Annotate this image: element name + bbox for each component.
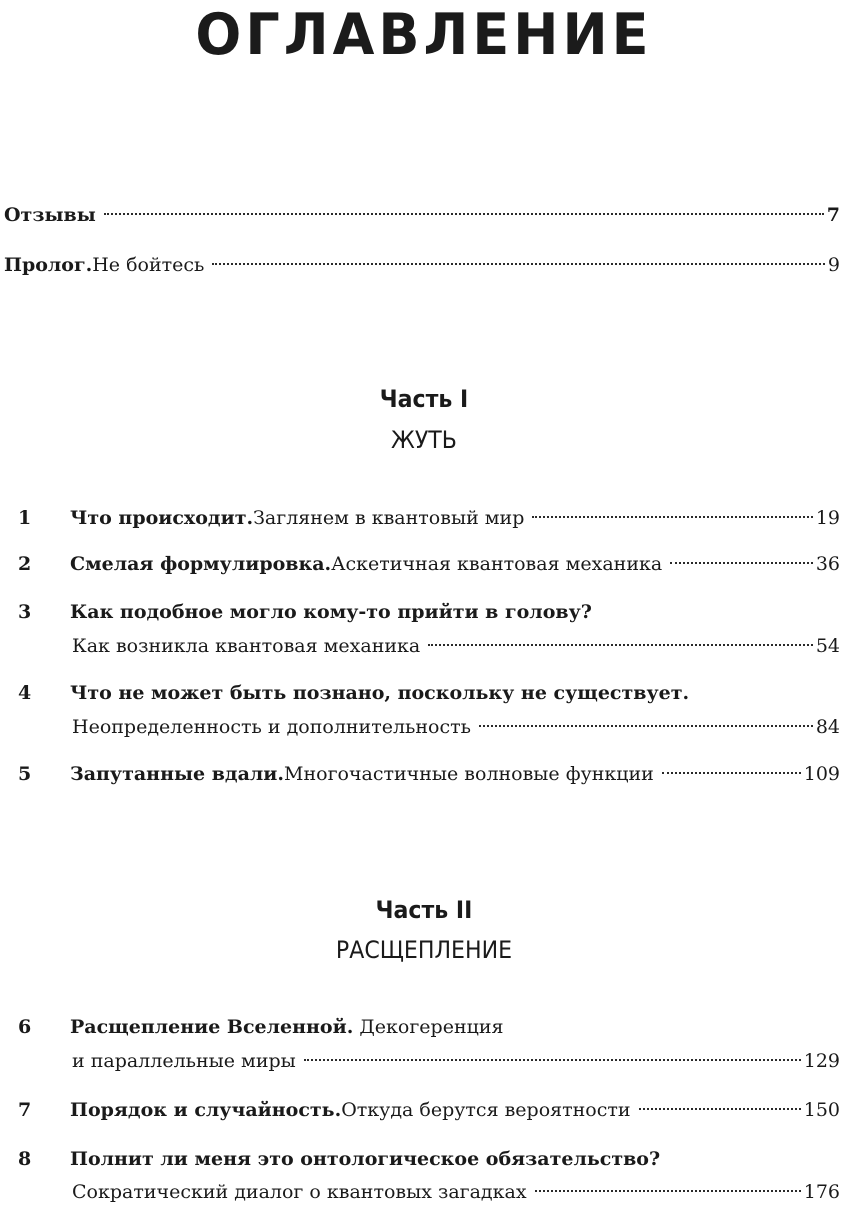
part-label: Часть I — [379, 385, 469, 413]
toc-entry-chapter-5[interactable] — [70, 758, 840, 790]
part-name: РАСЩЕПЛЕНИЕ — [335, 936, 513, 964]
toc-entry-title: Расщепление Вселенной. — [70, 1016, 354, 1038]
toc-entry-chapter-3[interactable] — [72, 630, 840, 662]
toc-page-number: 84 — [815, 716, 840, 738]
toc-leader-dots — [662, 772, 801, 774]
toc-entry-subtitle: Аскетичная квантовая механика — [331, 553, 663, 575]
chapter-number: 3 — [18, 601, 32, 623]
toc-entry-title: Отзывы — [4, 204, 96, 226]
toc-page-number: 150 — [803, 1099, 840, 1121]
toc-entry-subtitle: Многочастичные волновые функции — [284, 763, 654, 785]
chapter-number: 8 — [18, 1148, 32, 1170]
chapter-number: 4 — [18, 682, 32, 704]
toc-page-number: 176 — [803, 1181, 840, 1203]
toc-entry-title: Что не может быть познано, поскольку не существует. — [70, 682, 690, 704]
toc-leader-dots — [104, 213, 824, 215]
toc-entry-chapter-1[interactable] — [70, 502, 840, 534]
toc-entry-chapter-8[interactable] — [72, 1176, 840, 1208]
toc-entry-chapter-6[interactable] — [72, 1045, 840, 1077]
page-title: ОГЛАВЛЕНИЕ — [195, 1, 653, 68]
toc-entry-chapter-4[interactable] — [72, 711, 840, 743]
toc-page-number: 36 — [815, 553, 840, 575]
toc-entry-title-line[interactable] — [70, 1011, 504, 1043]
toc-entry-title: Запутанные вдали. — [70, 763, 285, 785]
toc-entry-subtitle: Заглянем в квантовый мир — [253, 507, 525, 529]
toc-entry-subtitle-cont: и параллельные миры — [72, 1050, 296, 1072]
toc-entry-subtitle: Декогеренция — [353, 1016, 504, 1038]
toc-entry-title-line[interactable] — [70, 1143, 660, 1175]
chapter-number: 6 — [18, 1016, 32, 1038]
toc-entry-subtitle: Неопределенность и дополнительность — [72, 716, 471, 738]
toc-entry-title: Пролог. — [4, 254, 93, 276]
part-name: ЖУТЬ — [391, 426, 457, 454]
toc-entry-subtitle: Откуда берутся вероятности — [341, 1099, 631, 1121]
toc-leader-dots — [304, 1059, 801, 1061]
toc-entry-title-line[interactable] — [70, 596, 592, 628]
toc-entry-chapter-7[interactable] — [70, 1094, 840, 1126]
toc-entry-title: Полнит ли меня это онтологическое обязательство? — [70, 1148, 661, 1170]
toc-page-number: 109 — [803, 763, 840, 785]
chapter-number: 2 — [18, 553, 32, 575]
toc-page-number: 9 — [827, 254, 840, 276]
toc-entry-title: Смелая формулировка. — [70, 553, 332, 575]
toc-leader-dots — [428, 644, 813, 646]
toc-entry-reviews[interactable] — [4, 199, 840, 231]
toc-leader-dots — [670, 562, 813, 564]
chapter-number: 1 — [18, 507, 32, 529]
toc-leader-dots — [212, 263, 825, 265]
toc-leader-dots — [535, 1190, 801, 1192]
toc-entry-subtitle: Не бойтесь — [92, 254, 205, 276]
chapter-number: 7 — [18, 1099, 32, 1121]
toc-entry-prologue[interactable] — [4, 249, 840, 281]
toc-leader-dots — [639, 1108, 801, 1110]
toc-page-number: 7 — [826, 204, 840, 226]
toc-entry-title: Что происходит. — [70, 507, 254, 529]
toc-entry-chapter-2[interactable] — [70, 548, 840, 580]
toc-leader-dots — [479, 725, 813, 727]
toc-entry-title: Порядок и случайность. — [70, 1099, 342, 1121]
toc-leader-dots — [532, 516, 812, 518]
toc-page-number: 129 — [803, 1050, 840, 1072]
toc-entry-subtitle: Как возникла квантовая механика — [72, 635, 421, 657]
toc-page-number: 19 — [815, 507, 840, 529]
toc-entry-subtitle: Сократический диалог о квантовых загадках — [72, 1181, 527, 1203]
toc-entry-title: Как подобное могло кому-то прийти в голову? — [70, 601, 592, 623]
chapter-number: 5 — [18, 763, 32, 785]
part-label: Часть II — [375, 896, 473, 924]
toc-page-number: 54 — [815, 635, 840, 657]
toc-entry-title-line[interactable] — [70, 677, 689, 709]
